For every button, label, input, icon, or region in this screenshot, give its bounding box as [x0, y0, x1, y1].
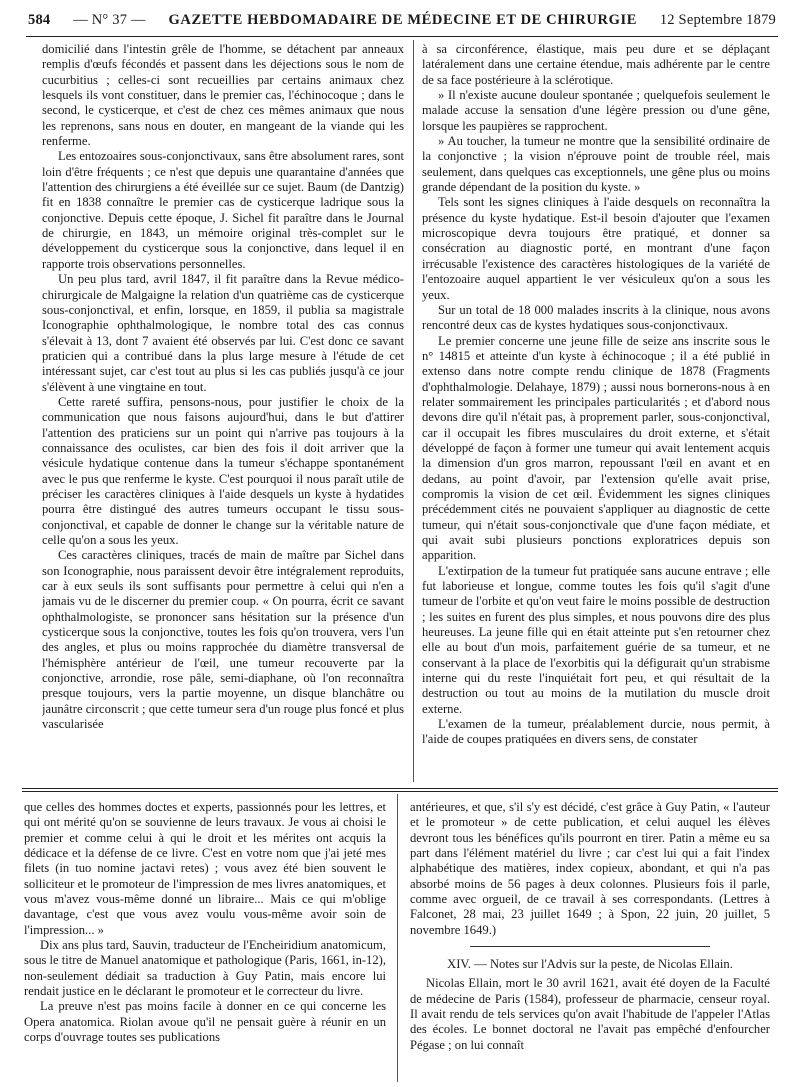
page-header — [28, 12, 776, 42]
paragraph: Le premier concerne une jeune fille de seize ans inscrite sous le n° 14815 et atteinte d'un kyste à échinocoque ; il a été publié in extenso dans notre compte rendu clinique de 1878 (Fragments d'ophthalmologie. Delahaye, 1879) ; aussi nous bornerons-nous à en relater sommairement les principales particularités ; et d'abord nous devons dire qu'il n'était pas, à proprement parler, sous-conjonctival, car il occupait les fibres musculaires du droit externe, et s'était développé de façon à former une tumeur qui avait lentement acquis la dimension d'un gros marron, repoussant l'œil en avant et en dedans, au point d'avoir, par l'extension qu'elle avait prise, compromis la vision de cet œil. Évidemment les signes cliniques précédemment cités ne pouvaient s'appliquer au diagnostic de cette tumeur, qui n'était sous-conjonctivale que d'une façon médiate, et qui avait subi plusieurs ponctions exploratrices depuis son apparition. — [422, 333, 770, 563]
paragraph: domicilié dans l'intestin grêle de l'homme, se détachent par anneaux remplis d'œufs fécondés et passent dans les déjections sous le nom de cucurbitius ; celles-ci sont recueillies par certains animaux chez lesquels ils vont constituer, dans le premier cas, l'échinocoque ; dans le second, le cysticerque, et c'est de chez ces mêmes animaux que nous les reprenons, sans nous en douter, en mangeant de la viande qui les renferme. — [42, 42, 404, 149]
section-heading: XIV. — Notes sur l'Advis sur la peste, de Nicolas Ellain. — [447, 957, 733, 972]
column-divider — [397, 794, 398, 1082]
section-rule — [22, 791, 778, 792]
header-rule — [26, 36, 778, 37]
section-separator — [470, 946, 710, 947]
issue-number: — N° 37 — — [73, 12, 146, 28]
upper-right-column — [422, 42, 770, 780]
paragraph: Dix ans plus tard, Sauvin, traducteur de l'Encheiridium anatomicum, sous le titre de Manuel anatomique et pathologique (Paris, 1661, in-12), non-seulement dédiait sa traduction à Guy Patin, mais encore lui rendait justice en le déclarant le promoteur et le correcteur du livre. — [24, 938, 386, 999]
upper-left-column — [42, 42, 404, 780]
paragraph: que celles des hommes doctes et experts, passionnés pour les lettres, et qui ont mérité qu'on se souvienne de leurs travaux. Je vous ai choisi le premier et comme celui à qui le droit et les mérites ont acquis la dédicace et la défense de ce livre. C'est en votre nom que j'ai jeté mes filets (in tuo nomine jactavi retes) ; vous avez été bien souvent le solliciteur et le promoteur de l'impression de mes livres anatomiques, et vous m'avez vous-même donné un libraire... Mais ce qui m'oblige davantage, c'est que vous avez voulu vous-même avoir soin de l'impression... » — [24, 800, 386, 937]
paragraph: Les entozoaires sous-conjonctivaux, sans être absolument rares, sont loin d'être fréquents ; ce n'est que depuis une quarantaine d'années que l'attention des chirurgiens a été éveillée sur ce sujet. Baum (de Dantzig) fit en 1838 connaître le premier cas de cysticerque ladrique sous la conjonctive. Depuis cette époque, J. Sichel fit paraître dans le Journal de chirurgie, en 1843, un mémoire original très-complet sur le développement du cysticerque sous la conjonctive, dans lequel il en rapporte trois observations personnelles. — [42, 149, 404, 271]
paragraph: » Au toucher, la tumeur ne montre que la sensibilité ordinaire de la conjonctive ; la vision n'éprouve point de trouble réel, mais seulement, dans quelques cas exceptionnels, une gêne plus ou moins grande dépendant de la position du kyste. » — [422, 134, 770, 195]
paragraph: Ces caractères cliniques, tracés de main de maître par Sichel dans son Iconographie, nous paraissent devoir être intégralement reproduits, car à eux seuls ils sont suffisants pour permettre à celui qui n'en a jamais vu de le discerner du premier coup. « On pourra, écrit ce savant ophthalmologiste, se prononcer sans hésitation sur la présence d'un cysticerque sous la conjonctive, toutes les fois qu'on trouvera, vers l'un des angles, et plus ou moins rapprochée du diamètre transversal de l'hémisphère antérieur de l'œil, une tumeur recouverte par la conjonctive, arrondie, rose pâle, semi-diaphane, où l'on reconnaîtra presque toujours, vers la partie moyenne, un disque blanchâtre ou jaunâtre circonscrit ; que cette tumeur sera d'un rouge plus foncé et plus vascularisée — [42, 548, 404, 732]
page-number: 584 — [28, 12, 51, 28]
paragraph: L'examen de la tumeur, préalablement durcie, nous permit, à l'aide de coupes pratiquées en divers sens, de constater — [422, 717, 770, 747]
paragraph: Un peu plus tard, avril 1847, il fit paraître dans la Revue médico-chirurgicale de Malgaigne la relation d'un quatrième cas de cysticerque sous-conjonctival, et enfin, lorsque, en 1859, il publia sa magistrale Iconographie ophthalmologique, le nombre total des cas connus s'élevait à 13, dont 7 avaient été observés par lui. C'est donc ce savant praticien qui a contribué dans la plus large mesure à l'étude de cet intéressant sujet, car c'est tout au plus si les cas publiés jusqu'à ce jour s'élèvent à une vingtaine en tout. — [42, 272, 404, 394]
journal-title: GAZETTE HEBDOMADAIRE DE MÉDECINE ET DE CHIRURGIE — [168, 12, 637, 28]
column-divider — [413, 40, 414, 782]
lower-right-column — [410, 800, 770, 1080]
paragraph: Tels sont les signes cliniques à l'aide desquels on reconnaîtra la présence du kyste hydatique. Est-il besoin d'ajouter que l'examen microscopique devra toujours être pratiqué, et donner sa consécration au diagnostic porté, en montrant d'une façon irrécusable l'existence des caractères histologiques de la variété de l'entozoaire auquel appartient le ver vésiculeux qu'on a sous les yeux. — [422, 195, 770, 302]
paragraph: La preuve n'est pas moins facile à donner en ce qui concerne les Opera anatomica. Riolan avoue qu'il ne pensait guère à réunir en un corps d'ouvrage toutes ses publications — [24, 999, 386, 1045]
paragraph: » Il n'existe aucune douleur spontanée ; quelquefois seulement le malade accuse la sensation d'une légère pression ou d'une gêne, lorsque les paupières se rapprochent. — [422, 88, 770, 133]
paragraph: L'extirpation de la tumeur fut pratiquée sans aucune entrave ; elle fut laborieuse et longue, comme toutes les fois qu'il s'agit d'une tumeur de l'orbite et qu'on veut faire le moins possible de destruction ; les suites en furent des plus simples, et nous pouvons dire des plus heureuses. La jeune fille qui en était atteinte put s'en retourner chez elle au bout d'un mois, parfaitement guérie de sa tumeur, et ne conservant à la place de l'exorbitis qui la défigurait qu'un strabisme interne qui du reste l'inquiétait fort peu, et qui résultait de la destruction ou tout au moins de la mutilation du muscle droit externe. — [422, 563, 770, 716]
paragraph: Sur un total de 18 000 malades inscrits à la clinique, nous avons rencontré deux cas de kystes hydatiques sous-conjonctivaux. — [422, 302, 770, 333]
paragraph: Cette rareté suffira, pensons-nous, pour justifier le choix de la communication que nous faisons aujourd'hui, dans le but d'attirer l'attention des praticiens sur un point qui n'arrive pas toujours à la connaissance des oculistes, car bien des fois il doit arriver que la vésicule hydatique contenue dans la tumeur s'échappe spontanément avec le pus que renferme le kyste. C'est pourquoi il nous paraît utile de préciser les caractères cliniques à l'aide desquels un kyste à hydatides pourra être distingué des autres tumeurs occupant le tissu sous-conjonctival, et capable de donner le change sur la véritable nature de celle qu'on a sous les yeux. — [42, 394, 404, 547]
lower-left-column — [24, 800, 386, 1080]
paragraph: à sa circonférence, élastique, mais peu dure et se déplaçant latéralement dans une certaine étendue, mais adhérente par le centre de sa face postérieure à la sclérotique. — [422, 42, 770, 87]
section-rule — [22, 788, 778, 789]
paragraph: antérieures, et que, s'il s'y est décidé, c'est grâce à Guy Patin, « l'auteur et le promoteur » de cette publication, et celui auquel les élèves devront tous les bénéfices qu'ils pourront en tirer. Patin a même eu sa part dans l'élément matériel du livre ; car c'est lui qui a fait l'index alphabétique des matières, index copieux, abondant, et qui n'a pas absorbé moins de 56 pages à deux colonnes. Plusieurs fois il parle, comme avec orgueil, de ce travail à ses correspondants. (Lettres à Falconet, 28 mai, 23 juillet 1649 ; à Spon, 22 juin, 20 juillet, 5 novembre 1649.) — [410, 800, 770, 937]
issue-date: 12 Septembre 1879 — [659, 12, 776, 28]
paragraph: Nicolas Ellain, mort le 30 avril 1621, avait été doyen de la Faculté de médecine de Paris (1584), professeur de pharmacie, censeur royal. Il avait rendu de tels services qu'on avait l'habitude de l'appeler l'Atlas des écoles. Le bonnet doctoral ne l'avait pas empêché d'enfourcher Pégase ; on lui connaît — [410, 976, 770, 1052]
